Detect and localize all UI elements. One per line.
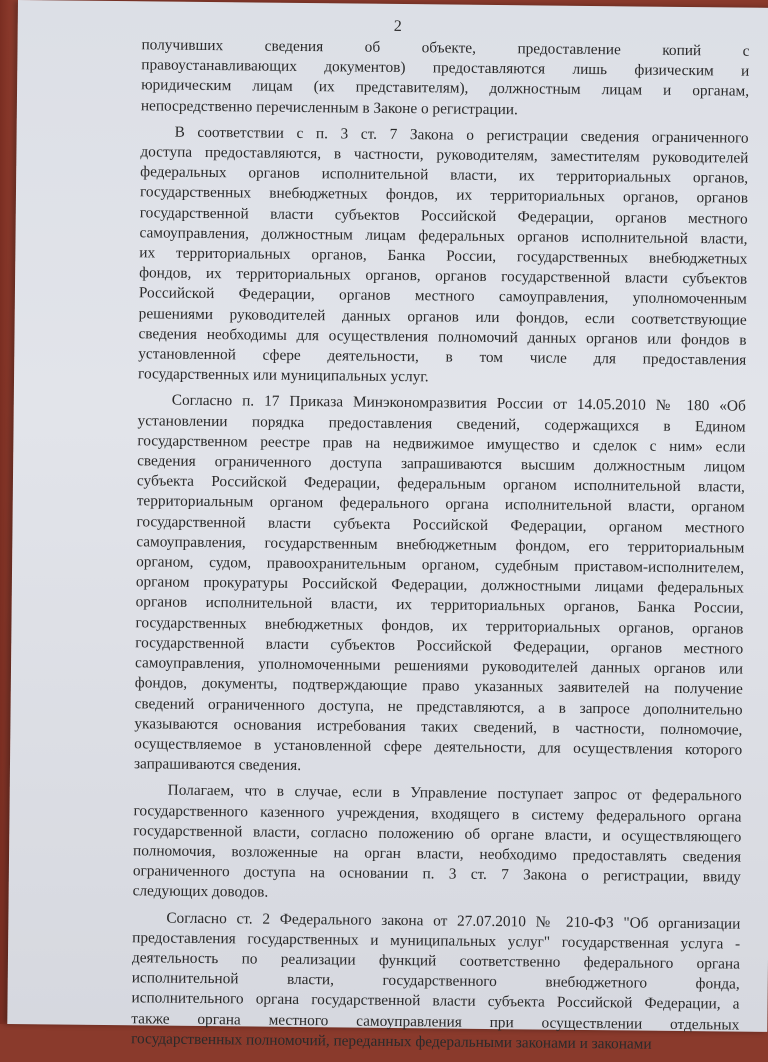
- text-line: федеральных органов исполнительной власти, их территориальных органов,: [140, 163, 749, 187]
- text-line: запрашиваются сведения.: [133, 755, 302, 775]
- paragraph: [134, 391, 746, 781]
- text-line: установленной сфере деятельности, в том числе для предоставления: [138, 345, 747, 369]
- text-line: государственных внебюджетных фондов, их территориальных органов, органов: [139, 183, 749, 208]
- text-line: исполнительного органа государственной власти субъекта Российской Федерации, а: [131, 989, 740, 1013]
- text-line: их территориальных органов, Банка России, государственных внебюджетных: [139, 244, 748, 268]
- text-line: исполнительной власти, государственного внебюджетного фонда,: [131, 969, 740, 993]
- text-line: предоставления государственных и муниципальных услуг" государственная услуга -: [132, 928, 741, 953]
- text-line: субъекта Российской Федерации, федеральным органом исполнительной власти,: [136, 472, 746, 496]
- text-line: получивших сведения об объекте, предоставление копий с: [141, 36, 750, 60]
- text-line: органом, судом, правоохранительным органом, судебным приставом-исполнителем,: [136, 553, 745, 577]
- text-line: деятельность по реализации функций соответственно федерального органа: [131, 949, 741, 973]
- text-line: сведения необходимы для осуществления полномочий данных органов или фондов в: [138, 325, 747, 349]
- text-line: Согласно ст. 2 Федерального закона от 27.07.2010 № 210-ФЗ "Об организации: [166, 909, 741, 933]
- text-line: органом прокуратуры Российской Федерации, должностными лицами федеральных: [135, 573, 744, 597]
- text-line: правоустанавливающих документов) предоставляются лишь физическим и: [141, 56, 750, 80]
- text-line: фондов, документы, подтверждающие право указанных заявителей на получение: [134, 674, 743, 698]
- text-line: самоуправления, должностным лицам федеральных органов исполнительной власти,: [139, 224, 748, 248]
- text-line: ограниченного доступа на основании п. 3 ст. 7 Закона о регистрации, ввиду: [132, 862, 741, 886]
- text-line: полномочия, возложенные на орган власти, необходимо предоставлять сведения: [133, 842, 742, 866]
- text-line: государственного казенного учреждения, входящего в систему федерального органа: [133, 801, 742, 826]
- text-line: также органа местного самоуправления при осуществлении отдельных: [131, 1009, 740, 1034]
- document-page: [7, 0, 768, 1053]
- paragraph: [131, 908, 740, 1056]
- text-line: Российской Федерации, органов местного самоуправления, уполномоченным: [138, 284, 747, 309]
- text-line: самоуправления, государственным внебюджетным фондом, его территориальным: [136, 533, 745, 557]
- text-line: доступа предоставляются, в частности, руководителям, заместителям руководителей: [140, 143, 749, 167]
- text-line: государственной власти, согласно положению об органе власти, и осуществляющего: [133, 821, 742, 846]
- document-body: [131, 35, 750, 1061]
- text-line: государственных или муниципальных услуг.: [138, 365, 429, 386]
- text-line: государственной власти субъектов Российской Федерации, органов местного: [135, 634, 744, 658]
- text-line: установлении порядка предоставления сведений, содержащихся в Едином: [137, 411, 746, 436]
- text-line: осуществляемое в установленной сфере деятельности, для осуществления которого: [134, 735, 743, 759]
- text-line: указываются основания истребования таких сведений, в частности, полномочие,: [134, 714, 743, 739]
- paragraph: [133, 781, 742, 909]
- text-line: сведений ограниченного доступа, не представляются, а в запросе дополнительно: [134, 694, 743, 719]
- paragraph: [138, 122, 749, 391]
- text-line: государственных полномочий, переданных федеральными законами и законами: [131, 1029, 652, 1053]
- text-line: В соответствии с п. 3 ст. 7 Закона о регистрации сведения ограниченного: [174, 123, 749, 147]
- text-line: следующих доводов.: [132, 882, 269, 901]
- text-line: непосредственно перечисленным в Законе о регистрации.: [140, 96, 518, 118]
- text-line: фондов, их территориальных органов, органов государственной власти субъектов: [139, 264, 748, 288]
- text-line: государственной власти субъектов Российской Федерации, органов местного: [139, 203, 748, 228]
- text-line: органов исполнительной власти, их территориальных органов, Банка России,: [135, 593, 744, 618]
- text-line: государственных внебюджетных фондов, их территориальных органов, органов: [135, 613, 744, 638]
- text-line: решениями руководителей данных органов или фондов, если соответствующие: [138, 304, 747, 329]
- text-line: юридическим лицам (их представителям), должностным лицам и органам,: [141, 76, 750, 101]
- text-line: самоуправления, уполномоченными решениями руководителей данных органов или: [134, 654, 744, 678]
- paragraph: [141, 35, 750, 122]
- page-number: 2: [393, 17, 402, 36]
- text-line: государственном реестре прав на недвижимое имущество и сделок с ним» если: [137, 432, 746, 456]
- text-line: государственной власти субъекта Российской Федерации, органом местного: [136, 512, 745, 537]
- text-line: сведения ограниченного доступа запрашиваются высшим должностным лицом: [137, 452, 746, 476]
- text-line: Согласно п. 17 Приказа Минэкономразвития России от 14.05.2010 № 180 «Об: [171, 392, 746, 416]
- text-line: Полагаем, что в случае, если в Управление поступает запрос от федерального: [167, 781, 742, 805]
- text-line: территориальным органом федерального органа исполнительной власти, органом: [136, 492, 745, 517]
